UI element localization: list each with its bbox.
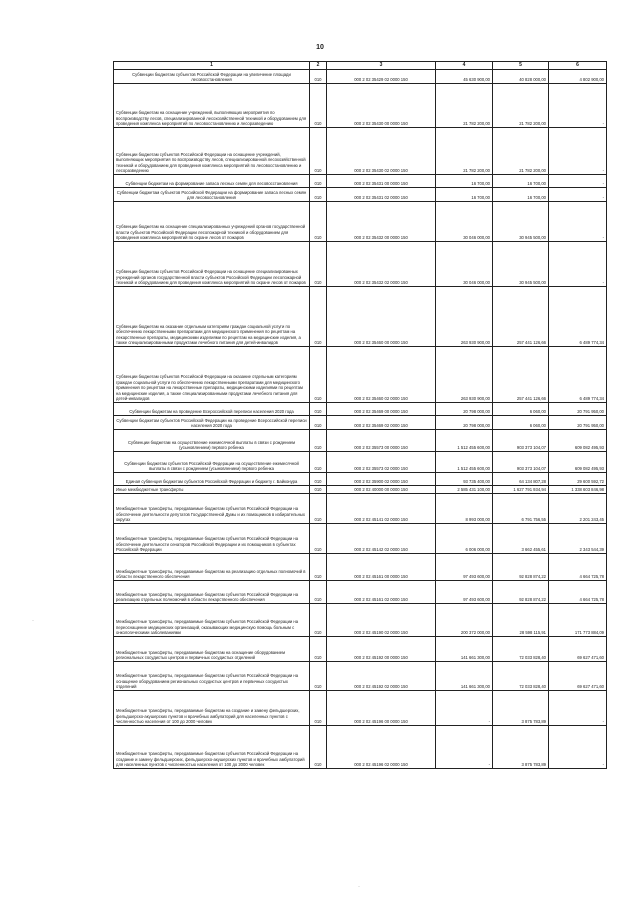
row-amount-col6: 6 489 774,34 [549,287,607,347]
row-amount-col5: 257 441 126,66 [493,287,549,347]
row-description: Субвенции бюджетам субъектов Российской Федерации на оснащение учреждений, выполняющих мероприятия по воспроизводству лесов, специализированной лесохозяйственной техникой и оборудованием для проведения комплекса мероприятий по лесовосстановлению и лесоразведению [114,128,310,175]
row-budget-code: 000 2 02 35430 00 0000 150 [327,84,436,128]
column-header: 4 [436,62,493,70]
row-line-code: 010 [310,175,327,188]
row-line-code: 010 [310,70,327,84]
column-header: 2 [310,62,327,70]
row-budget-code: 000 2 02 35900 02 0000 150 [327,473,436,486]
scan-artifact: · [32,618,34,624]
row-description: Субвенции бюджетам субъектов Российской Федерации на формирование запаса лесных семян для лесовосстановления [114,188,310,202]
row-amount-col4: 8 993 000,00 [436,494,493,524]
table-row [114,581,607,604]
row-amount-col4: 263 930 900,00 [436,287,493,347]
row-amount-col6: - [549,202,607,242]
row-amount-col4: 20 798 000,00 [436,416,493,430]
row-budget-code: 000 2 02 35432 02 0000 150 [327,242,436,287]
row-amount-col6: - [549,128,607,175]
row-amount-col4: 200 372 000,00 [436,604,493,637]
row-amount-col4: 16 700,00 [436,175,493,188]
row-amount-col5: 92 828 874,22 [493,554,549,581]
table-row [114,416,607,430]
row-amount-col6: 609 082 495,93 [549,430,607,452]
row-line-code: 010 [310,691,327,726]
row-line-code: 010 [310,242,327,287]
row-line-code: 010 [310,524,327,554]
row-line-code: 010 [310,637,327,662]
row-amount-col4: 97 493 600,00 [436,581,493,604]
row-budget-code: 000 2 02 45196 02 0000 150 [327,726,436,769]
row-line-code: 010 [310,604,327,637]
column-header: 3 [327,62,436,70]
row-amount-col6: 20 791 950,00 [549,416,607,430]
row-amount-col4: 1 512 455 600,00 [436,452,493,473]
row-line-code: 010 [310,84,327,128]
row-budget-code: 000 2 02 35573 00 0000 150 [327,430,436,452]
row-budget-code: 000 2 02 45161 02 0000 150 [327,581,436,604]
table-row [114,494,607,524]
row-line-code: 010 [310,581,327,604]
row-amount-col6: 69 627 471,60 [549,662,607,691]
row-amount-col5: 30 945 500,00 [493,202,549,242]
row-line-code: 010 [310,416,327,430]
table-row [114,242,607,287]
row-amount-col5: 40 828 000,00 [493,70,549,84]
row-amount-col4: 141 661 300,00 [436,662,493,691]
row-amount-col6: 69 627 471,60 [549,637,607,662]
row-line-code: 010 [310,486,327,494]
row-amount-col5: 6 060,00 [493,403,549,416]
row-line-code: 010 [310,452,327,473]
row-amount-col5: 21 782 200,00 [493,128,549,175]
row-amount-col4: 2 585 431 100,00 [436,486,493,494]
row-description: Субвенции бюджетам субъектов Российской Федерации на оказание отдельным категориям граждан социальной услуги по обеспечению лекарственными препаратами для медицинского применения по рецептам на лекарственные препараты, медицинскими изделиями по рецептам на медицинские изделия, а также специализированными продуктами лечебного питания для детей-инвалидов [114,347,310,403]
table-row [114,430,607,452]
row-description: Межбюджетные трансферты, передаваемые бюджетам субъектов Российской Федерации на оснащение оборудованием региональных сосудистых центров и первичных сосудистых отделений [114,662,310,691]
row-description: Межбюджетные трансферты, передаваемые бюджетам на оснащение оборудованием региональных сосудистых центров и первичных сосудистых отделений [114,637,310,662]
row-amount-col6: 4 802 900,00 [549,70,607,84]
row-amount-col6: 4 664 725,78 [549,554,607,581]
row-amount-col5: 64 134 807,28 [493,473,549,486]
row-budget-code: 000 2 02 35573 02 0000 150 [327,452,436,473]
row-amount-col6: - [549,691,607,726]
row-description: Субвенции бюджетам на проведение Всероссийской переписи населения 2020 года [114,403,310,416]
table-row [114,554,607,581]
row-budget-code: 000 2 02 45192 02 0000 150 [327,662,436,691]
row-amount-col5: 6 060,00 [493,416,549,430]
row-budget-code: 000 2 02 35460 00 0000 150 [327,287,436,347]
row-amount-col4: - [436,726,493,769]
row-line-code: 010 [310,403,327,416]
row-amount-col5: 16 700,00 [493,188,549,202]
row-amount-col4: 20 798 000,00 [436,403,493,416]
row-line-code: 010 [310,188,327,202]
row-amount-col4: 30 046 000,00 [436,242,493,287]
table-row [114,524,607,554]
row-line-code: 010 [310,662,327,691]
row-amount-col6: - [549,175,607,188]
row-amount-col6: 609 082 495,93 [549,452,607,473]
row-line-code: 010 [310,202,327,242]
row-amount-col4: 97 493 600,00 [436,554,493,581]
row-budget-code: 000 2 02 35429 02 0000 150 [327,70,436,84]
row-line-code: 010 [310,128,327,175]
row-amount-col6: - [549,726,607,769]
row-description: Межбюджетные трансферты, передаваемые бюджетам субъектов Российской Федерации на переоснащение медицинских организаций, оказывающих медицинскую помощь больным с онкологическими заболеваниями [114,604,310,637]
row-amount-col5: 1 627 791 934,94 [493,486,549,494]
row-description: Межбюджетные трансферты, передаваемые бюджетам субъектов Российской Федерации на обеспечение деятельности депутатов Государственной Думы и их помощников в избирательных округах [114,494,310,524]
row-amount-col5: 903 373 104,07 [493,430,549,452]
table-row [114,287,607,347]
report-body [114,70,607,769]
row-description: Субвенции бюджетам субъектов Российской Федерации на проведение Всероссийской переписи населения 2020 года [114,416,310,430]
table-row [114,175,607,188]
row-amount-col5: 903 373 104,07 [493,452,549,473]
row-amount-col4: 263 930 900,00 [436,347,493,403]
table-row [114,403,607,416]
row-description: Субвенции бюджетам на осуществление ежемесячной выплаты в связи с рождением (усыновлением) первого ребенка [114,430,310,452]
row-budget-code: 000 2 02 35432 00 0000 150 [327,202,436,242]
report-table [113,61,607,769]
row-budget-code: 000 2 02 35469 00 0000 150 [327,403,436,416]
table-row [114,604,607,637]
table-row [114,486,607,494]
header-row [114,62,607,70]
row-line-code: 010 [310,430,327,452]
row-budget-code: 000 2 02 45190 02 0000 150 [327,604,436,637]
row-budget-code: 000 2 02 45142 02 0000 150 [327,524,436,554]
table-row [114,637,607,662]
row-amount-col6: 2 343 544,39 [549,524,607,554]
row-description: Субвенции бюджетам субъектов Российской Федерации на осуществление ежемесячной выплаты в связи с рождением (усыновлением) первого ребенка [114,452,310,473]
row-budget-code: 000 2 02 45196 00 0000 150 [327,691,436,726]
row-amount-col4: 21 782 200,00 [436,128,493,175]
row-description: Единая субвенция бюджетам субъектов Российской Федерации и бюджету г. Байконура [114,473,310,486]
row-amount-col5: 72 033 828,40 [493,662,549,691]
row-amount-col5: 30 945 500,00 [493,242,549,287]
row-description: Субвенции бюджетам на оснащение специализированных учреждений органов государственной власти субъектов Российской Федерации лесопожарной техникой и оборудованием для проведения комплекса мероприятий по охране лесов от пожаров [114,202,310,242]
row-line-code: 010 [310,473,327,486]
row-budget-code: 000 2 02 35460 02 0000 150 [327,347,436,403]
column-header: 5 [493,62,549,70]
row-amount-col5: 92 828 874,22 [493,581,549,604]
row-amount-col6: 4 664 725,78 [549,581,607,604]
row-budget-code: 000 2 02 45141 02 0000 150 [327,494,436,524]
row-amount-col5: 16 700,00 [493,175,549,188]
row-amount-col4: 93 735 400,00 [436,473,493,486]
row-amount-col5: 3 875 783,89 [493,726,549,769]
row-amount-col4: 6 006 000,00 [436,524,493,554]
row-line-code: 010 [310,726,327,769]
page-number: 10 [316,44,324,51]
row-line-code: 010 [310,347,327,403]
row-amount-col6: 171 773 884,09 [549,604,607,637]
row-description: Межбюджетные трансферты, передаваемые бюджетам субъектов Российской Федерации на реализацию отдельных полномочий в области лекарственного обеспечения [114,581,310,604]
row-amount-col6: - [549,188,607,202]
table-row [114,70,607,84]
row-amount-col6: 29 600 592,72 [549,473,607,486]
table-row [114,347,607,403]
row-description: Субвенции бюджетам на оснащение учреждений, выполняющих мероприятия по воспроизводству лесов, специализированной лесохозяйственной техникой и оборудованием для проведения комплекса мероприятий по лесовосстановлению и лесоразведению [114,84,310,128]
row-amount-col4: 45 630 900,00 [436,70,493,84]
row-description: Межбюджетные трансферты, передаваемые бюджетам на реализацию отдельных полномочий в области лекарственного обеспечения [114,554,310,581]
row-description: Субвенции бюджетам на формирование запаса лесных семян для лесовосстановления [114,175,310,188]
scan-artifact: · [358,884,360,890]
row-budget-code: 000 2 02 40000 00 0000 150 [327,486,436,494]
table-row [114,726,607,769]
row-description: Субвенции бюджетам на оказание отдельным категориям граждан социальной услуги по обеспечению лекарственными препаратами для медицинского применения по рецептам на лекарственные препараты, медицинскими изделиями по рецептам на медицинские изделия, а также специализированными продуктами лечебного питания для детей-инвалидов [114,287,310,347]
row-budget-code: 000 2 02 45192 00 0000 150 [327,637,436,662]
row-description: Межбюджетные трансферты, передаваемые бюджетам субъектов Российской Федерации на создание и замену фельдшерских, фельдшерско-акушерских пунктов и врачебных амбулаторий для населенных пунктов с численностью населения от 100 до 2000 человек [114,726,310,769]
row-amount-col6: - [549,242,607,287]
row-description: Межбюджетные трансферты, передаваемые бюджетам субъектов Российской Федерации на обеспечение деятельности сенаторов Российской Федерации и их помощников в субъектах Российской Федерации [114,524,310,554]
row-amount-col4: 1 512 455 600,00 [436,430,493,452]
row-budget-code: 000 2 02 35430 02 0000 150 [327,128,436,175]
row-amount-col5: 21 782 200,00 [493,84,549,128]
row-line-code: 010 [310,554,327,581]
row-amount-col5: 72 033 828,40 [493,637,549,662]
table-row [114,84,607,128]
row-amount-col4: 21 782 200,00 [436,84,493,128]
row-amount-col5: 257 441 126,66 [493,347,549,403]
row-amount-col5: 6 791 756,55 [493,494,549,524]
table-row [114,452,607,473]
row-amount-col6: 6 489 774,34 [549,347,607,403]
table-row [114,662,607,691]
row-budget-code: 000 2 02 35431 02 0000 150 [327,188,436,202]
row-description: Иные межбюджетные трансферты [114,486,310,494]
table-row [114,128,607,175]
row-amount-col5: 28 598 115,91 [493,604,549,637]
table-row [114,473,607,486]
table-row [114,202,607,242]
row-amount-col4: 141 661 300,00 [436,637,493,662]
row-budget-code: 000 2 02 35469 02 0000 150 [327,416,436,430]
table-row [114,691,607,726]
row-description: Межбюджетные трансферты, передаваемые бюджетам на создание и замену фельдшерских, фельдшерско-акушерских пунктов и врачебных амбулаторий для населенных пунктов с численностью населения от 100 до 2000 человек [114,691,310,726]
row-budget-code: 000 2 02 35431 00 0000 150 [327,175,436,188]
row-amount-col4: 16 700,00 [436,188,493,202]
row-line-code: 010 [310,287,327,347]
row-description: Субвенции бюджетам субъектов Российской Федерации на увеличение площади лесовосстановления [114,70,310,84]
row-description: Субвенции бюджетам субъектов Российской Федерации на оснащение специализированных учреждений органов государственной власти субъектов Российской Федерации лесопожарной техникой и оборудованием для проведения комплекса мероприятий по охране лесов от пожаров [114,242,310,287]
row-budget-code: 000 2 02 45161 00 0000 150 [327,554,436,581]
row-amount-col6: 20 791 950,00 [549,403,607,416]
row-amount-col5: 3 662 455,61 [493,524,549,554]
row-amount-col6: 2 201 243,45 [549,494,607,524]
column-header: 1 [114,62,310,70]
table-row [114,188,607,202]
row-amount-col6: 1 338 603 846,98 [549,486,607,494]
column-header: 6 [549,62,607,70]
row-amount-col6: - [549,84,607,128]
row-amount-col4: 30 046 000,00 [436,202,493,242]
row-line-code: 010 [310,494,327,524]
row-amount-col4: - [436,691,493,726]
row-amount-col5: 3 875 783,89 [493,691,549,726]
